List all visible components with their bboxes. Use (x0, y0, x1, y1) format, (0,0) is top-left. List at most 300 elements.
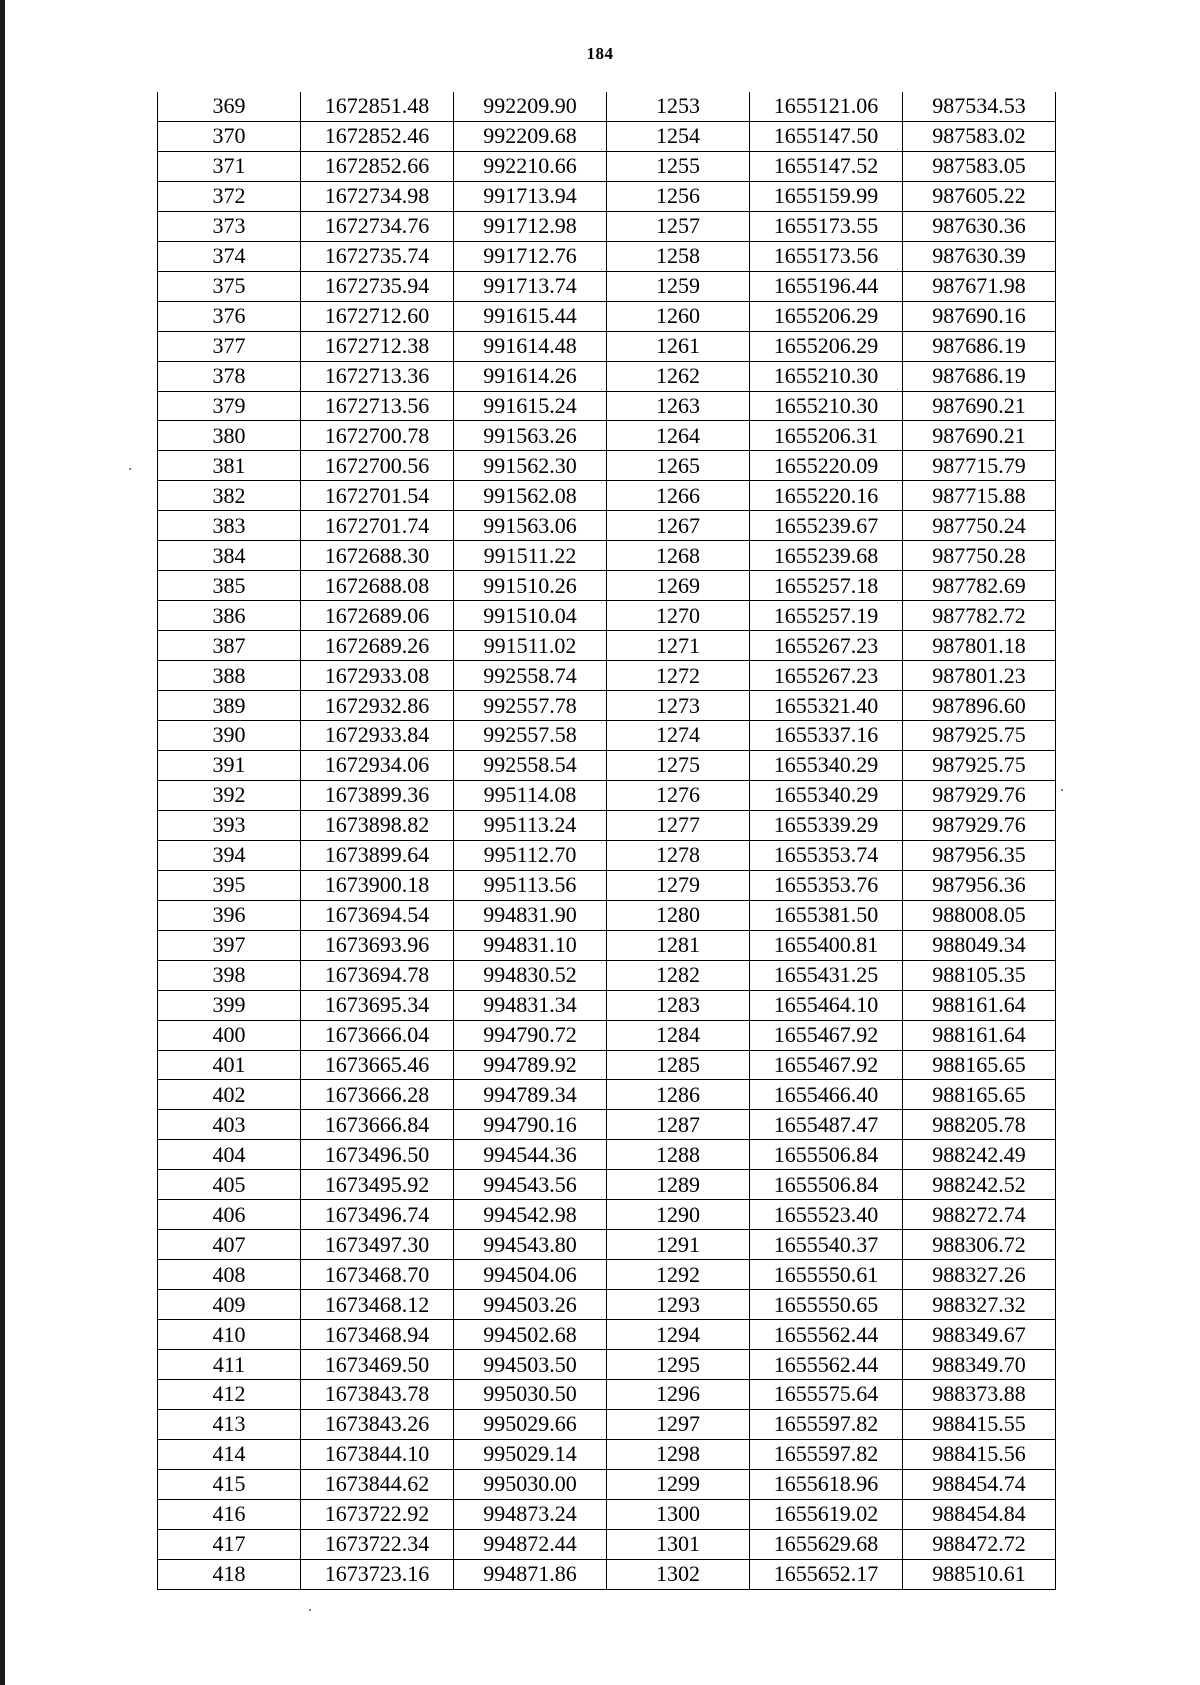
x-coord-a-cell: 1672933.08 (301, 661, 454, 691)
point-id-a-cell: 369 (158, 92, 301, 121)
y-coord-b-cell: 988242.49 (903, 1140, 1056, 1170)
point-id-a-cell: 412 (158, 1379, 301, 1409)
y-coord-b-cell: 987750.28 (903, 541, 1056, 571)
table-row (158, 1439, 1056, 1469)
x-coord-b-cell: 1655257.19 (750, 601, 903, 631)
point-id-a-cell: 395 (158, 870, 301, 900)
table-row (158, 990, 1056, 1020)
y-coord-b-cell: 988165.65 (903, 1080, 1056, 1110)
point-id-a-cell: 418 (158, 1559, 301, 1589)
table-row (158, 181, 1056, 211)
y-coord-b-cell: 988454.84 (903, 1499, 1056, 1529)
x-coord-b-cell: 1655159.99 (750, 181, 903, 211)
point-id-a-cell: 388 (158, 661, 301, 691)
x-coord-a-cell: 1672852.46 (301, 121, 454, 151)
point-id-a-cell: 406 (158, 1200, 301, 1230)
point-id-b-cell: 1294 (607, 1320, 750, 1350)
y-coord-b-cell: 987801.18 (903, 631, 1056, 661)
x-coord-a-cell: 1672688.08 (301, 571, 454, 601)
point-id-a-cell: 386 (158, 601, 301, 631)
table-row (158, 661, 1056, 691)
table-row (158, 780, 1056, 810)
point-id-b-cell: 1257 (607, 211, 750, 241)
y-coord-b-cell: 987690.21 (903, 391, 1056, 421)
y-coord-a-cell: 995030.50 (454, 1379, 607, 1409)
table-row (158, 571, 1056, 601)
x-coord-b-cell: 1655575.64 (750, 1379, 903, 1409)
x-coord-a-cell: 1673900.18 (301, 870, 454, 900)
point-id-b-cell: 1298 (607, 1439, 750, 1469)
x-coord-b-cell: 1655210.30 (750, 361, 903, 391)
point-id-b-cell: 1263 (607, 391, 750, 421)
y-coord-a-cell: 991511.02 (454, 631, 607, 661)
point-id-b-cell: 1261 (607, 331, 750, 361)
point-id-a-cell: 393 (158, 810, 301, 840)
x-coord-b-cell: 1655523.40 (750, 1200, 903, 1230)
y-coord-a-cell: 994830.52 (454, 960, 607, 990)
y-coord-b-cell: 988327.26 (903, 1260, 1056, 1290)
point-id-b-cell: 1289 (607, 1170, 750, 1200)
point-id-b-cell: 1296 (607, 1379, 750, 1409)
point-id-b-cell: 1274 (607, 721, 750, 751)
point-id-b-cell: 1268 (607, 541, 750, 571)
x-coord-b-cell: 1655321.40 (750, 691, 903, 721)
y-coord-b-cell: 988105.35 (903, 960, 1056, 990)
y-coord-b-cell: 988161.64 (903, 1020, 1056, 1050)
x-coord-a-cell: 1672712.38 (301, 331, 454, 361)
x-coord-a-cell: 1673694.54 (301, 900, 454, 930)
x-coord-a-cell: 1673843.26 (301, 1409, 454, 1439)
point-id-b-cell: 1283 (607, 990, 750, 1020)
table-row (158, 511, 1056, 541)
point-id-b-cell: 1280 (607, 900, 750, 930)
x-coord-b-cell: 1655466.40 (750, 1080, 903, 1110)
table-row (158, 1200, 1056, 1230)
x-coord-b-cell: 1655220.09 (750, 451, 903, 481)
y-coord-b-cell: 987750.24 (903, 511, 1056, 541)
x-coord-b-cell: 1655337.16 (750, 721, 903, 751)
point-id-b-cell: 1285 (607, 1050, 750, 1080)
x-coord-b-cell: 1655121.06 (750, 92, 903, 121)
y-coord-b-cell: 988008.05 (903, 900, 1056, 930)
y-coord-b-cell: 988415.56 (903, 1439, 1056, 1469)
x-coord-a-cell: 1672689.06 (301, 601, 454, 631)
y-coord-b-cell: 987715.79 (903, 451, 1056, 481)
x-coord-b-cell: 1655340.29 (750, 780, 903, 810)
x-coord-a-cell: 1672734.98 (301, 181, 454, 211)
point-id-b-cell: 1302 (607, 1559, 750, 1589)
x-coord-a-cell: 1672734.76 (301, 211, 454, 241)
point-id-b-cell: 1295 (607, 1350, 750, 1380)
table-row (158, 1260, 1056, 1290)
y-coord-a-cell: 994871.86 (454, 1559, 607, 1589)
y-coord-b-cell: 987605.22 (903, 181, 1056, 211)
y-coord-b-cell: 988272.74 (903, 1200, 1056, 1230)
point-id-a-cell: 379 (158, 391, 301, 421)
x-coord-a-cell: 1672700.78 (301, 421, 454, 451)
x-coord-a-cell: 1673844.62 (301, 1469, 454, 1499)
point-id-a-cell: 372 (158, 181, 301, 211)
y-coord-a-cell: 994831.34 (454, 990, 607, 1020)
y-coord-b-cell: 987690.16 (903, 301, 1056, 331)
point-id-a-cell: 403 (158, 1110, 301, 1140)
point-id-a-cell: 407 (158, 1230, 301, 1260)
x-coord-a-cell: 1673469.50 (301, 1350, 454, 1380)
x-coord-b-cell: 1655339.29 (750, 810, 903, 840)
y-coord-a-cell: 992209.68 (454, 121, 607, 151)
y-coord-a-cell: 992557.58 (454, 721, 607, 751)
y-coord-b-cell: 987925.75 (903, 721, 1056, 751)
y-coord-b-cell: 987583.05 (903, 151, 1056, 181)
y-coord-a-cell: 991563.26 (454, 421, 607, 451)
point-id-a-cell: 394 (158, 840, 301, 870)
point-id-a-cell: 392 (158, 780, 301, 810)
point-id-b-cell: 1259 (607, 271, 750, 301)
x-coord-a-cell: 1672689.26 (301, 631, 454, 661)
y-coord-b-cell: 987929.76 (903, 810, 1056, 840)
point-id-a-cell: 416 (158, 1499, 301, 1529)
y-coord-a-cell: 992558.54 (454, 750, 607, 780)
x-coord-b-cell: 1655206.31 (750, 421, 903, 451)
y-coord-a-cell: 991615.24 (454, 391, 607, 421)
x-coord-b-cell: 1655562.44 (750, 1350, 903, 1380)
y-coord-a-cell: 992557.78 (454, 691, 607, 721)
x-coord-b-cell: 1655550.61 (750, 1260, 903, 1290)
y-coord-a-cell: 995114.08 (454, 780, 607, 810)
table-row (158, 92, 1056, 121)
x-coord-a-cell: 1672713.36 (301, 361, 454, 391)
y-coord-a-cell: 994544.36 (454, 1140, 607, 1170)
x-coord-b-cell: 1655206.29 (750, 331, 903, 361)
x-coord-a-cell: 1673899.36 (301, 780, 454, 810)
point-id-b-cell: 1278 (607, 840, 750, 870)
y-coord-a-cell: 995112.70 (454, 840, 607, 870)
table-row (158, 631, 1056, 661)
point-id-a-cell: 410 (158, 1320, 301, 1350)
table-row (158, 1170, 1056, 1200)
point-id-a-cell: 373 (158, 211, 301, 241)
x-coord-b-cell: 1655206.29 (750, 301, 903, 331)
table-row (158, 1230, 1056, 1260)
x-coord-a-cell: 1673723.16 (301, 1559, 454, 1589)
x-coord-a-cell: 1672933.84 (301, 721, 454, 751)
x-coord-a-cell: 1673468.12 (301, 1290, 454, 1320)
point-id-b-cell: 1273 (607, 691, 750, 721)
x-coord-b-cell: 1655257.18 (750, 571, 903, 601)
table-row (158, 451, 1056, 481)
table-row (158, 391, 1056, 421)
point-id-a-cell: 398 (158, 960, 301, 990)
point-id-a-cell: 397 (158, 930, 301, 960)
x-coord-a-cell: 1673496.74 (301, 1200, 454, 1230)
y-coord-b-cell: 988373.88 (903, 1379, 1056, 1409)
y-coord-b-cell: 987782.72 (903, 601, 1056, 631)
x-coord-a-cell: 1673497.30 (301, 1230, 454, 1260)
point-id-b-cell: 1279 (607, 870, 750, 900)
y-coord-a-cell: 991615.44 (454, 301, 607, 331)
x-coord-b-cell: 1655506.84 (750, 1140, 903, 1170)
y-coord-a-cell: 994543.80 (454, 1230, 607, 1260)
point-id-b-cell: 1267 (607, 511, 750, 541)
x-coord-b-cell: 1655381.50 (750, 900, 903, 930)
point-id-a-cell: 404 (158, 1140, 301, 1170)
point-id-a-cell: 396 (158, 900, 301, 930)
x-coord-b-cell: 1655467.92 (750, 1020, 903, 1050)
point-id-a-cell: 385 (158, 571, 301, 601)
x-coord-a-cell: 1673693.96 (301, 930, 454, 960)
point-id-b-cell: 1288 (607, 1140, 750, 1170)
y-coord-a-cell: 991713.94 (454, 181, 607, 211)
coordinates-table (157, 92, 1056, 1590)
x-coord-b-cell: 1655506.84 (750, 1170, 903, 1200)
x-coord-a-cell: 1672701.54 (301, 481, 454, 511)
y-coord-b-cell: 987686.19 (903, 361, 1056, 391)
table-row (158, 900, 1056, 930)
x-coord-a-cell: 1673496.50 (301, 1140, 454, 1170)
point-id-b-cell: 1299 (607, 1469, 750, 1499)
point-id-b-cell: 1254 (607, 121, 750, 151)
table-row (158, 1559, 1056, 1589)
y-coord-a-cell: 994831.90 (454, 900, 607, 930)
y-coord-a-cell: 991510.26 (454, 571, 607, 601)
table-row (158, 870, 1056, 900)
point-id-b-cell: 1284 (607, 1020, 750, 1050)
scan-speck (309, 1609, 311, 1611)
point-id-a-cell: 378 (158, 361, 301, 391)
table-row (158, 750, 1056, 780)
x-coord-a-cell: 1673844.10 (301, 1439, 454, 1469)
table-row (158, 211, 1056, 241)
table-row (158, 1080, 1056, 1110)
point-id-a-cell: 401 (158, 1050, 301, 1080)
point-id-a-cell: 391 (158, 750, 301, 780)
x-coord-b-cell: 1655467.92 (750, 1050, 903, 1080)
table-row (158, 1499, 1056, 1529)
y-coord-b-cell: 987690.21 (903, 421, 1056, 451)
table-row (158, 271, 1056, 301)
point-id-a-cell: 375 (158, 271, 301, 301)
point-id-b-cell: 1281 (607, 930, 750, 960)
y-coord-b-cell: 988165.65 (903, 1050, 1056, 1080)
y-coord-a-cell: 992210.66 (454, 151, 607, 181)
table-row (158, 840, 1056, 870)
point-id-b-cell: 1300 (607, 1499, 750, 1529)
x-coord-a-cell: 1673666.28 (301, 1080, 454, 1110)
point-id-b-cell: 1271 (607, 631, 750, 661)
y-coord-b-cell: 988161.64 (903, 990, 1056, 1020)
x-coord-b-cell: 1655400.81 (750, 930, 903, 960)
y-coord-a-cell: 995030.00 (454, 1469, 607, 1499)
point-id-b-cell: 1291 (607, 1230, 750, 1260)
x-coord-a-cell: 1672851.48 (301, 92, 454, 121)
x-coord-b-cell: 1655353.76 (750, 870, 903, 900)
y-coord-b-cell: 987929.76 (903, 780, 1056, 810)
point-id-b-cell: 1262 (607, 361, 750, 391)
y-coord-a-cell: 994503.50 (454, 1350, 607, 1380)
point-id-b-cell: 1260 (607, 301, 750, 331)
point-id-b-cell: 1286 (607, 1080, 750, 1110)
x-coord-a-cell: 1673695.34 (301, 990, 454, 1020)
point-id-b-cell: 1269 (607, 571, 750, 601)
point-id-b-cell: 1264 (607, 421, 750, 451)
y-coord-a-cell: 992558.74 (454, 661, 607, 691)
x-coord-b-cell: 1655550.65 (750, 1290, 903, 1320)
point-id-b-cell: 1270 (607, 601, 750, 631)
y-coord-b-cell: 987583.02 (903, 121, 1056, 151)
table-row (158, 810, 1056, 840)
x-coord-b-cell: 1655220.16 (750, 481, 903, 511)
x-coord-a-cell: 1673843.78 (301, 1379, 454, 1409)
y-coord-a-cell: 994789.92 (454, 1050, 607, 1080)
x-coord-a-cell: 1673722.92 (301, 1499, 454, 1529)
x-coord-a-cell: 1672934.06 (301, 750, 454, 780)
y-coord-a-cell: 995029.14 (454, 1439, 607, 1469)
x-coord-b-cell: 1655487.47 (750, 1110, 903, 1140)
table-row (158, 331, 1056, 361)
point-id-a-cell: 380 (158, 421, 301, 451)
y-coord-a-cell: 995113.24 (454, 810, 607, 840)
x-coord-a-cell: 1673899.64 (301, 840, 454, 870)
y-coord-a-cell: 994502.68 (454, 1320, 607, 1350)
point-id-a-cell: 414 (158, 1439, 301, 1469)
point-id-a-cell: 377 (158, 331, 301, 361)
table-row (158, 1290, 1056, 1320)
y-coord-b-cell: 988510.61 (903, 1559, 1056, 1589)
table-row (158, 1320, 1056, 1350)
point-id-b-cell: 1277 (607, 810, 750, 840)
x-coord-a-cell: 1673666.04 (301, 1020, 454, 1050)
x-coord-b-cell: 1655619.02 (750, 1499, 903, 1529)
x-coord-b-cell: 1655540.37 (750, 1230, 903, 1260)
y-coord-b-cell: 987896.60 (903, 691, 1056, 721)
y-coord-b-cell: 988327.32 (903, 1290, 1056, 1320)
point-id-a-cell: 402 (158, 1080, 301, 1110)
point-id-b-cell: 1266 (607, 481, 750, 511)
y-coord-a-cell: 994873.24 (454, 1499, 607, 1529)
x-coord-b-cell: 1655239.68 (750, 541, 903, 571)
y-coord-b-cell: 987956.36 (903, 870, 1056, 900)
y-coord-b-cell: 988349.67 (903, 1320, 1056, 1350)
table-row (158, 241, 1056, 271)
x-coord-a-cell: 1672852.66 (301, 151, 454, 181)
point-id-a-cell: 413 (158, 1409, 301, 1439)
x-coord-b-cell: 1655267.23 (750, 631, 903, 661)
x-coord-a-cell: 1672713.56 (301, 391, 454, 421)
y-coord-a-cell: 994504.06 (454, 1260, 607, 1290)
y-coord-b-cell: 987686.19 (903, 331, 1056, 361)
point-id-a-cell: 383 (158, 511, 301, 541)
table-row (158, 1469, 1056, 1499)
y-coord-a-cell: 991713.74 (454, 271, 607, 301)
x-coord-a-cell: 1673665.46 (301, 1050, 454, 1080)
x-coord-a-cell: 1673468.94 (301, 1320, 454, 1350)
y-coord-b-cell: 988205.78 (903, 1110, 1056, 1140)
point-id-a-cell: 390 (158, 721, 301, 751)
y-coord-b-cell: 987671.98 (903, 271, 1056, 301)
point-id-b-cell: 1255 (607, 151, 750, 181)
x-coord-a-cell: 1673666.84 (301, 1110, 454, 1140)
x-coord-a-cell: 1673468.70 (301, 1260, 454, 1290)
table-row (158, 1020, 1056, 1050)
y-coord-b-cell: 988472.72 (903, 1529, 1056, 1559)
table-row (158, 121, 1056, 151)
point-id-b-cell: 1275 (607, 750, 750, 780)
x-coord-b-cell: 1655618.96 (750, 1469, 903, 1499)
y-coord-b-cell: 987630.39 (903, 241, 1056, 271)
x-coord-a-cell: 1672932.86 (301, 691, 454, 721)
scan-edge (0, 0, 5, 1685)
x-coord-a-cell: 1672688.30 (301, 541, 454, 571)
x-coord-b-cell: 1655597.82 (750, 1409, 903, 1439)
x-coord-b-cell: 1655196.44 (750, 271, 903, 301)
y-coord-a-cell: 994543.56 (454, 1170, 607, 1200)
x-coord-a-cell: 1672700.56 (301, 451, 454, 481)
y-coord-a-cell: 991712.98 (454, 211, 607, 241)
table-row (158, 301, 1056, 331)
x-coord-a-cell: 1672735.74 (301, 241, 454, 271)
x-coord-b-cell: 1655173.56 (750, 241, 903, 271)
table-row (158, 1529, 1056, 1559)
page-number: 184 (586, 44, 614, 63)
y-coord-b-cell: 988049.34 (903, 930, 1056, 960)
point-id-a-cell: 381 (158, 451, 301, 481)
y-coord-a-cell: 994790.16 (454, 1110, 607, 1140)
table-row (158, 541, 1056, 571)
y-coord-a-cell: 994542.98 (454, 1200, 607, 1230)
x-coord-a-cell: 1673898.82 (301, 810, 454, 840)
y-coord-b-cell: 988415.55 (903, 1409, 1056, 1439)
x-coord-a-cell: 1672712.60 (301, 301, 454, 331)
x-coord-a-cell: 1672701.74 (301, 511, 454, 541)
x-coord-b-cell: 1655173.55 (750, 211, 903, 241)
x-coord-b-cell: 1655652.17 (750, 1559, 903, 1589)
x-coord-b-cell: 1655597.82 (750, 1439, 903, 1469)
point-id-b-cell: 1265 (607, 451, 750, 481)
point-id-b-cell: 1256 (607, 181, 750, 211)
table-row (158, 960, 1056, 990)
y-coord-a-cell: 995113.56 (454, 870, 607, 900)
point-id-a-cell: 382 (158, 481, 301, 511)
y-coord-a-cell: 991563.06 (454, 511, 607, 541)
point-id-a-cell: 370 (158, 121, 301, 151)
table-row (158, 601, 1056, 631)
y-coord-b-cell: 987801.23 (903, 661, 1056, 691)
x-coord-b-cell: 1655147.50 (750, 121, 903, 151)
y-coord-b-cell: 988454.74 (903, 1469, 1056, 1499)
y-coord-a-cell: 991712.76 (454, 241, 607, 271)
y-coord-b-cell: 987956.35 (903, 840, 1056, 870)
point-id-b-cell: 1272 (607, 661, 750, 691)
point-id-a-cell: 399 (158, 990, 301, 1020)
y-coord-a-cell: 991614.26 (454, 361, 607, 391)
y-coord-b-cell: 987715.88 (903, 481, 1056, 511)
table-row (158, 1110, 1056, 1140)
y-coord-a-cell: 992209.90 (454, 92, 607, 121)
scan-speck (129, 468, 131, 470)
x-coord-a-cell: 1673495.92 (301, 1170, 454, 1200)
y-coord-a-cell: 994789.34 (454, 1080, 607, 1110)
point-id-a-cell: 376 (158, 301, 301, 331)
table-row (158, 721, 1056, 751)
point-id-a-cell: 411 (158, 1350, 301, 1380)
y-coord-a-cell: 991614.48 (454, 331, 607, 361)
point-id-a-cell: 408 (158, 1260, 301, 1290)
x-coord-b-cell: 1655431.25 (750, 960, 903, 990)
point-id-a-cell: 371 (158, 151, 301, 181)
y-coord-b-cell: 988242.52 (903, 1170, 1056, 1200)
y-coord-a-cell: 991510.04 (454, 601, 607, 631)
y-coord-b-cell: 987782.69 (903, 571, 1056, 601)
